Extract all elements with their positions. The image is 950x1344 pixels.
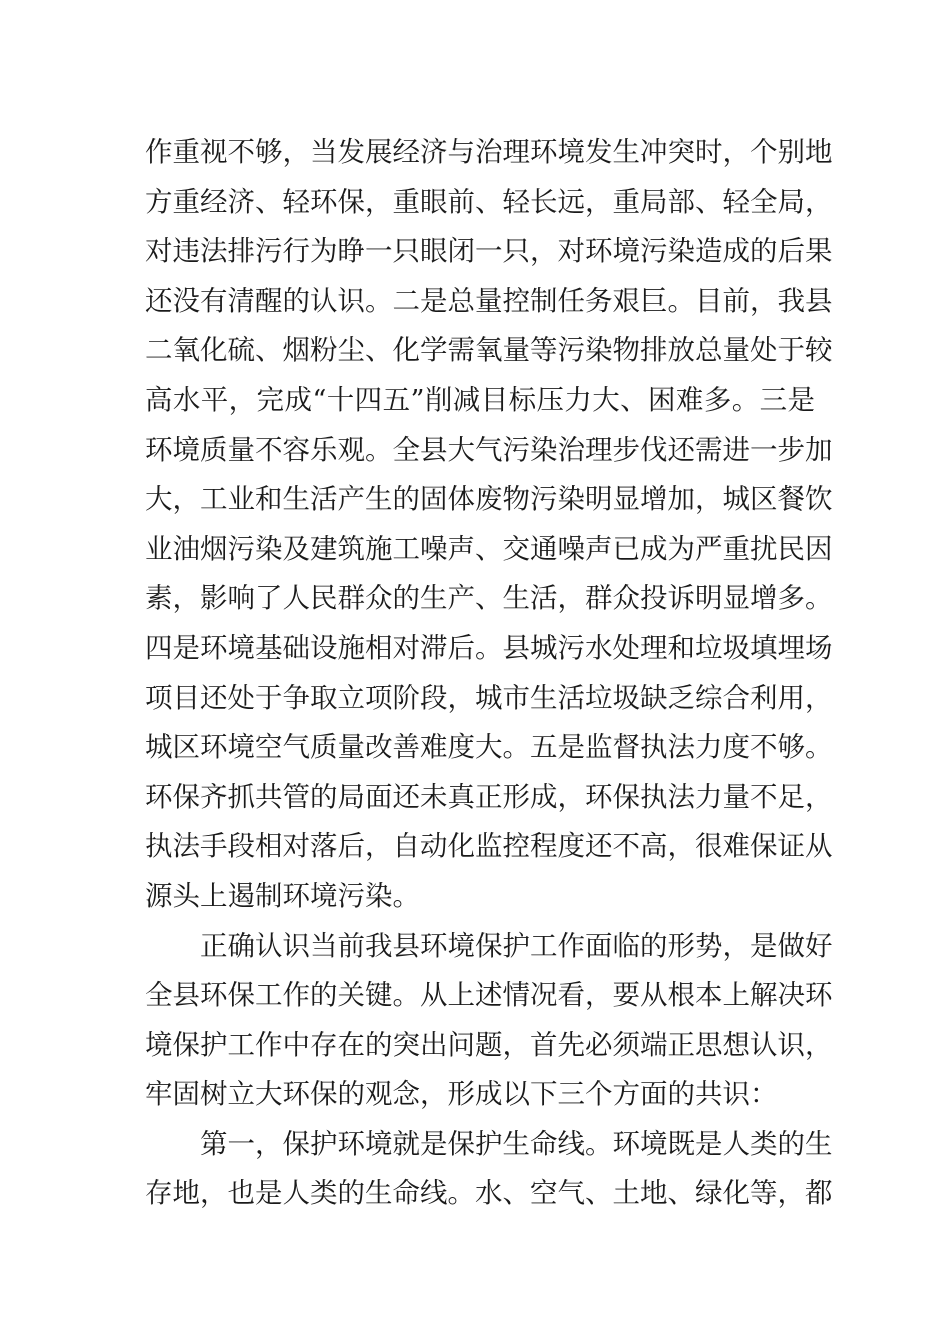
text-line: 牢固树立大环保的观念，形成以下三个方面的共识： — [145, 1078, 778, 1111]
text-line: 业油烟污染及建筑施工噪声、交通噪声已成为严重扰民因 — [145, 532, 833, 565]
text-line: 环境质量不容乐观。全县大气污染治理步伐还需进一步加 — [145, 433, 833, 466]
paragraph-first-line: 正确认识当前我县环境保护工作面临的形势，是做好 — [200, 929, 833, 962]
text-line: 城区环境空气质量改善难度大。五是监督执法力度不够。 — [145, 731, 833, 764]
text-line: 二氧化硫、烟粉尘、化学需氧量等污染物排放总量处于较 — [145, 334, 833, 367]
text-line: 境保护工作中存在的突出问题，首先必须端正思想认识， — [145, 1028, 833, 1061]
text-line: 环保齐抓共管的局面还未真正形成，环保执法力量不足， — [145, 780, 833, 813]
text-line: 全县环保工作的关键。从上述情况看，要从根本上解决环 — [145, 979, 833, 1012]
text-line: 还没有清醒的认识。二是总量控制任务艰巨。目前，我县 — [145, 284, 833, 317]
body-text — [145, 128, 833, 1219]
text-line: 素，影响了人民群众的生产、生活，群众投诉明显增多。 — [145, 582, 833, 615]
text-line: 项目还处于争取立项阶段，城市生活垃圾缺乏综合利用， — [145, 681, 833, 714]
paragraph-first-line: 第一，保护环境就是保护生命线。环境既是人类的生 — [200, 1127, 833, 1160]
text-line: 作重视不够，当发展经济与治理环境发生冲突时，个别地 — [145, 136, 833, 168]
text-line: 执法手段相对落后，自动化监控程度还不高，很难保证从 — [145, 830, 833, 863]
text-line: 高水平，完成“十四五”削减目标压力大、困难多。三是 — [145, 383, 815, 416]
text-line: 方重经济、轻环保，重眼前、轻长远，重局部、轻全局， — [145, 185, 833, 218]
text-line: 源头上遏制环境污染。 — [145, 879, 420, 912]
text-line: 大，工业和生活产生的固体废物污染明显增加，城区餐饮 — [145, 483, 833, 516]
text-line: 存地，也是人类的生命线。水、空气、土地、绿化等，都 — [145, 1177, 833, 1210]
text-line: 对违法排污行为睁一只眼闭一只，对环境污染造成的后果 — [145, 235, 833, 268]
text-line: 四是环境基础设施相对滞后。县城污水处理和垃圾填埋场 — [145, 631, 833, 664]
